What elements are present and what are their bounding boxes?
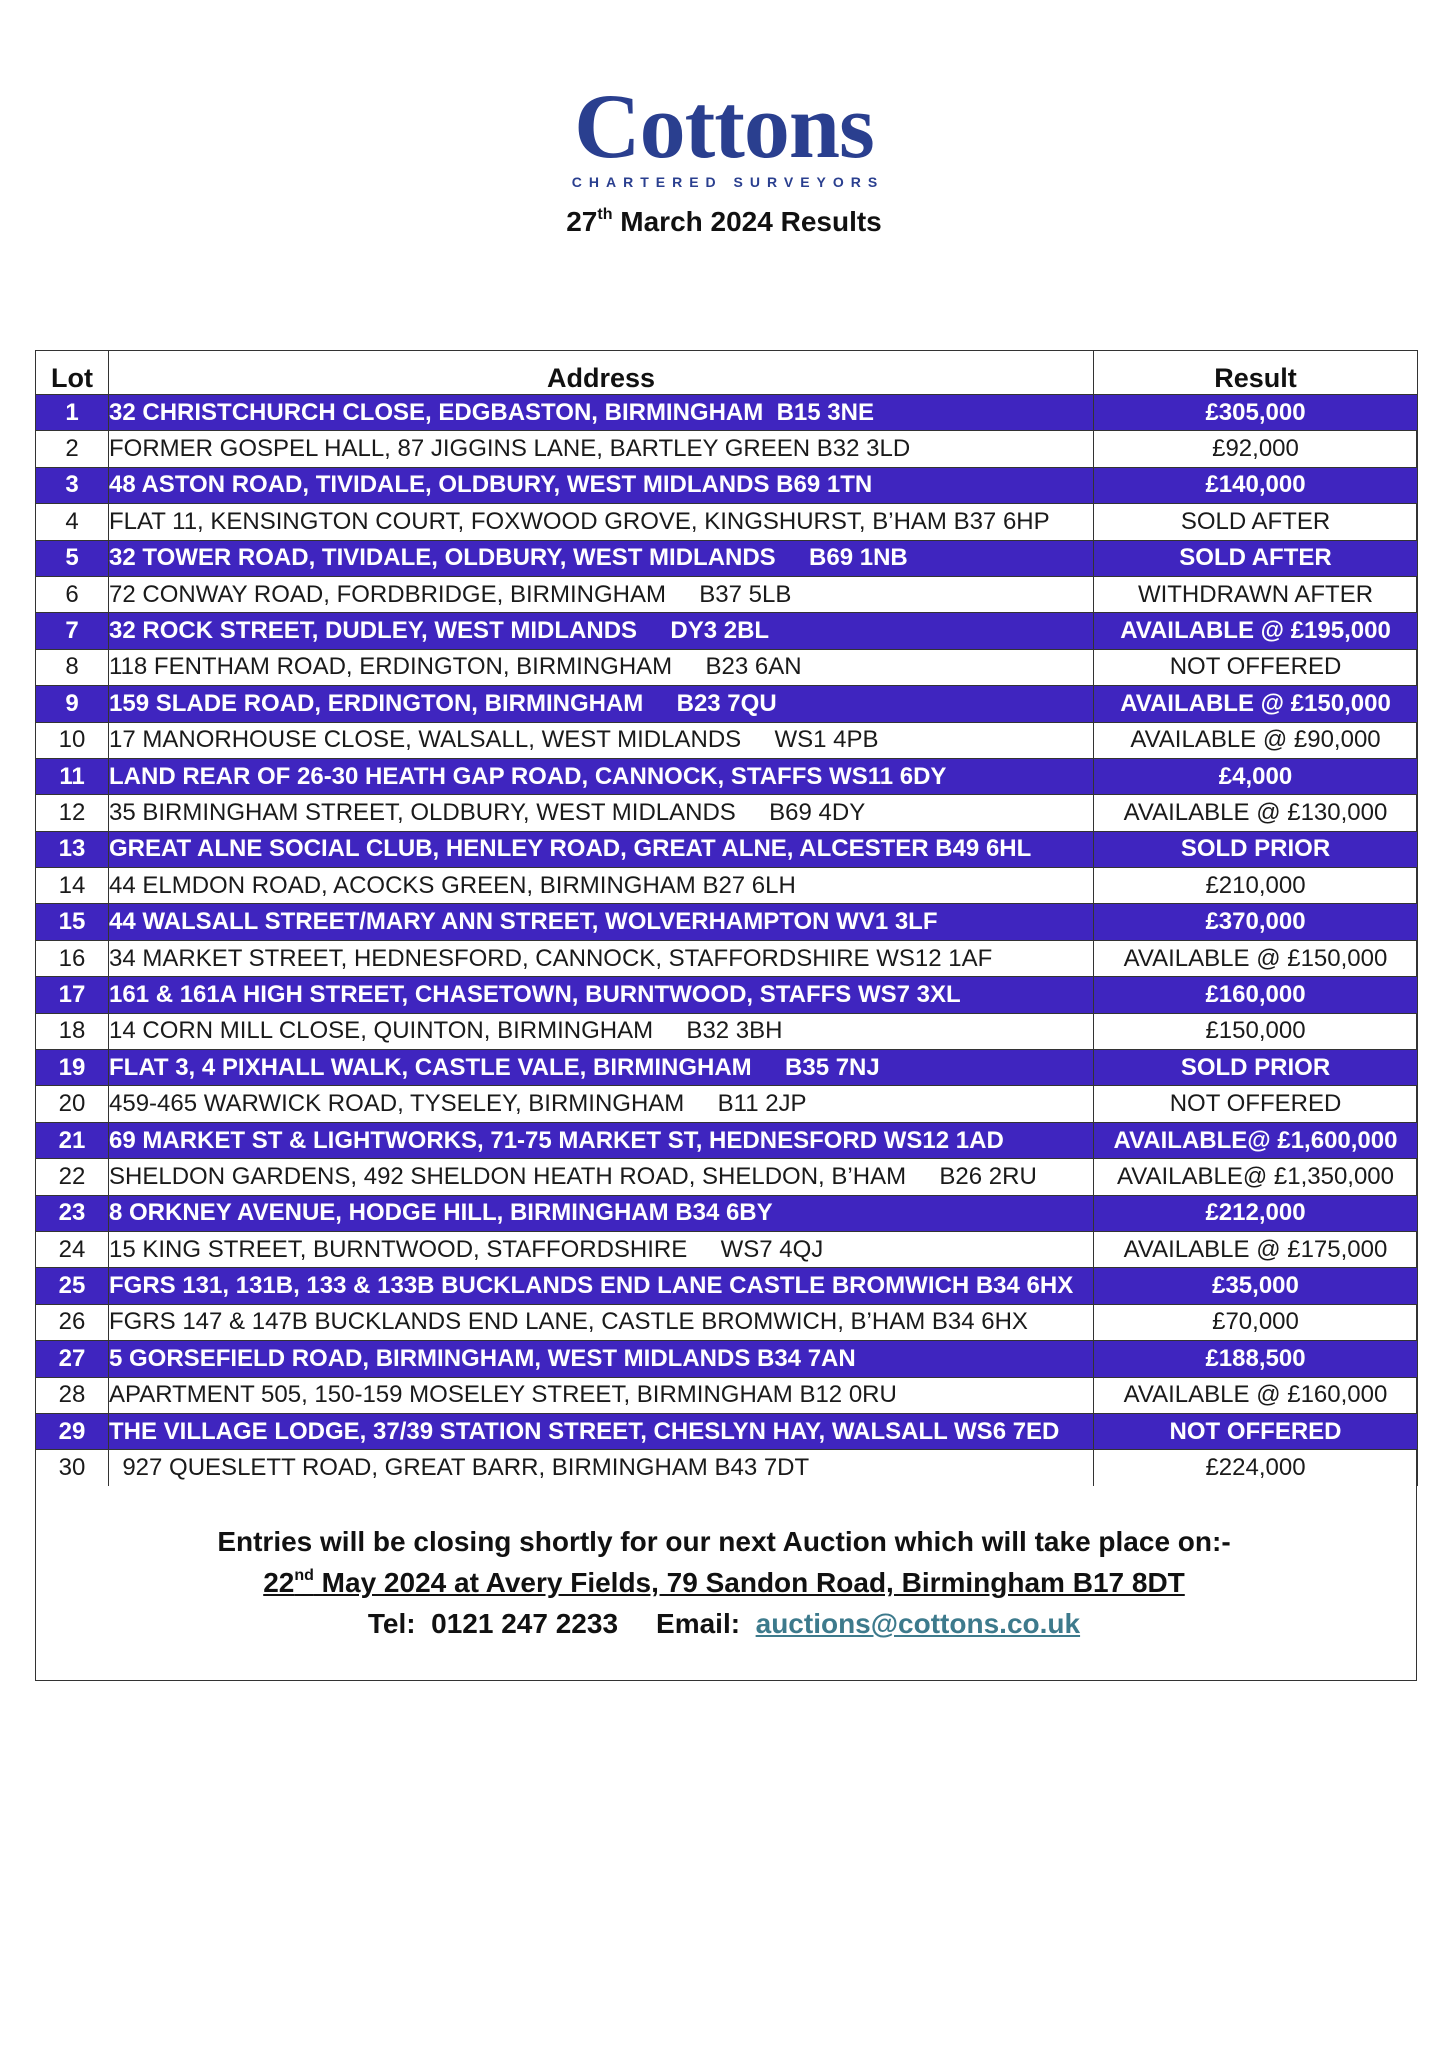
result-cell: SOLD PRIOR (1094, 831, 1418, 867)
result-cell: £4,000 (1094, 758, 1418, 794)
table-row (36, 686, 1418, 722)
title-day: 27 (566, 206, 598, 237)
address-cell: FLAT 11, KENSINGTON COURT, FOXWOOD GROVE, KINGSHURST, B’HAM B37 6HP (109, 504, 1094, 540)
lot-cell: 29 (36, 1413, 109, 1449)
lot-cell: 26 (36, 1304, 109, 1340)
next-auction-day-suffix: nd (294, 1567, 314, 1584)
result-cell: NOT OFFERED (1094, 1086, 1418, 1122)
result-cell: AVAILABLE @ £130,000 (1094, 795, 1418, 831)
result-cell: WITHDRAWN AFTER (1094, 576, 1418, 612)
table-row (36, 1013, 1418, 1049)
lot-cell: 25 (36, 1268, 109, 1304)
address-cell: 459-465 WARWICK ROAD, TYSELEY, BIRMINGHAM B11 2JP (109, 1086, 1094, 1122)
table-row (36, 1050, 1418, 1086)
address-cell: 48 ASTON ROAD, TIVIDALE, OLDBURY, WEST MIDLANDS B69 1TN (109, 467, 1094, 503)
lot-cell: 16 (36, 940, 109, 976)
result-cell: AVAILABLE @ £150,000 (1094, 940, 1418, 976)
result-cell: SOLD PRIOR (1094, 1050, 1418, 1086)
lot-cell: 22 (36, 1159, 109, 1195)
title-day-suffix: th (597, 206, 613, 223)
table-row (36, 467, 1418, 503)
address-cell: FGRS 147 & 147B BUCKLANDS END LANE, CASTLE BROMWICH, B’HAM B34 6HX (109, 1304, 1094, 1340)
telephone-text: Tel: 0121 247 2233 (367, 1608, 619, 1639)
lot-cell: 21 (36, 1122, 109, 1158)
result-cell: £70,000 (1094, 1304, 1418, 1340)
lot-cell: 15 (36, 904, 109, 940)
address-cell: 32 CHRISTCHURCH CLOSE, EDGBASTON, BIRMINGHAM B15 3NE (109, 395, 1094, 431)
table-row (36, 1450, 1418, 1486)
footer-contact-line (0, 1603, 1448, 1644)
lot-cell: 17 (36, 977, 109, 1013)
address-cell: 15 KING STREET, BURNTWOOD, STAFFORDSHIRE WS7 4QJ (109, 1231, 1094, 1267)
next-auction-day: 22 (263, 1567, 295, 1598)
result-cell: NOT OFFERED (1094, 649, 1418, 685)
result-cell: £188,500 (1094, 1341, 1418, 1377)
table-row (36, 1086, 1418, 1122)
results-table (35, 350, 1418, 1486)
address-cell: SHELDON GARDENS, 492 SHELDON HEATH ROAD, SHELDON, B’HAM B26 2RU (109, 1159, 1094, 1195)
result-cell: AVAILABLE@ £1,350,000 (1094, 1159, 1418, 1195)
table-row (36, 576, 1418, 612)
address-cell: LAND REAR OF 26-30 HEATH GAP ROAD, CANNOCK, STAFFS WS11 6DY (109, 758, 1094, 794)
address-cell: 159 SLADE ROAD, ERDINGTON, BIRMINGHAM B23 7QU (109, 686, 1094, 722)
lot-cell: 3 (36, 467, 109, 503)
address-cell: 17 MANORHOUSE CLOSE, WALSALL, WEST MIDLANDS WS1 4PB (109, 722, 1094, 758)
lot-cell: 18 (36, 1013, 109, 1049)
table-row (36, 395, 1418, 431)
lot-cell: 14 (36, 868, 109, 904)
lot-cell: 28 (36, 1377, 109, 1413)
header-lot: Lot (36, 351, 109, 395)
result-cell: AVAILABLE @ £160,000 (1094, 1377, 1418, 1413)
lot-cell: 2 (36, 431, 109, 467)
result-cell: £212,000 (1094, 1195, 1418, 1231)
address-cell: 44 ELMDON ROAD, ACOCKS GREEN, BIRMINGHAM B27 6LH (109, 868, 1094, 904)
address-cell: FGRS 131, 131B, 133 & 133B BUCKLANDS END LANE CASTLE BROMWICH B34 6HX (109, 1268, 1094, 1304)
address-cell: 927 QUESLETT ROAD, GREAT BARR, BIRMINGHAM B43 7DT (109, 1450, 1094, 1486)
lot-cell: 24 (36, 1231, 109, 1267)
result-cell: AVAILABLE@ £1,600,000 (1094, 1122, 1418, 1158)
result-cell: £370,000 (1094, 904, 1418, 940)
lot-cell: 7 (36, 613, 109, 649)
result-cell: £35,000 (1094, 1268, 1418, 1304)
email-label: Email: (656, 1608, 741, 1639)
table-row (36, 613, 1418, 649)
lot-cell: 8 (36, 649, 109, 685)
table-row (36, 1122, 1418, 1158)
result-cell: £210,000 (1094, 868, 1418, 904)
result-cell: £92,000 (1094, 431, 1418, 467)
address-cell: 8 ORKNEY AVENUE, HODGE HILL, BIRMINGHAM B34 6BY (109, 1195, 1094, 1231)
table-row (36, 1341, 1418, 1377)
page-title (0, 205, 1448, 239)
table-row (36, 1231, 1418, 1267)
table-row (36, 540, 1418, 576)
result-cell: £160,000 (1094, 977, 1418, 1013)
lot-cell: 5 (36, 540, 109, 576)
lot-cell: 6 (36, 576, 109, 612)
result-cell: £224,000 (1094, 1450, 1418, 1486)
address-cell: 161 & 161A HIGH STREET, CHASETOWN, BURNTWOOD, STAFFS WS7 3XL (109, 977, 1094, 1013)
cottons-logo (0, 75, 1448, 190)
result-cell: £140,000 (1094, 467, 1418, 503)
table-row (36, 1304, 1418, 1340)
address-cell: 44 WALSALL STREET/MARY ANN STREET, WOLVERHAMPTON WV1 3LF (109, 904, 1094, 940)
result-cell: AVAILABLE @ £195,000 (1094, 613, 1418, 649)
footer-notice (0, 1521, 1448, 1644)
next-auction-details: May 2024 at Avery Fields, 79 Sandon Road, Birmingham B17 8DT (313, 1567, 1185, 1598)
address-cell: 32 TOWER ROAD, TIVIDALE, OLDBURY, WEST MIDLANDS B69 1NB (109, 540, 1094, 576)
result-cell: AVAILABLE @ £90,000 (1094, 722, 1418, 758)
table-row (36, 722, 1418, 758)
result-cell: AVAILABLE @ £150,000 (1094, 686, 1418, 722)
table-row (36, 649, 1418, 685)
table-row (36, 1377, 1418, 1413)
address-cell: THE VILLAGE LODGE, 37/39 STATION STREET, CHESLYN HAY, WALSALL WS6 7ED (109, 1413, 1094, 1449)
lot-cell: 20 (36, 1086, 109, 1122)
address-cell: 34 MARKET STREET, HEDNESFORD, CANNOCK, STAFFORDSHIRE WS12 1AF (109, 940, 1094, 976)
email-link[interactable]: auctions@cottons.co.uk (755, 1608, 1081, 1639)
table-row (36, 1413, 1418, 1449)
result-cell: £150,000 (1094, 1013, 1418, 1049)
table-row (36, 431, 1418, 467)
lot-cell: 10 (36, 722, 109, 758)
result-cell: SOLD AFTER (1094, 504, 1418, 540)
lot-cell: 12 (36, 795, 109, 831)
address-cell: 32 ROCK STREET, DUDLEY, WEST MIDLANDS DY3 2BL (109, 613, 1094, 649)
lot-cell: 11 (36, 758, 109, 794)
address-cell: 35 BIRMINGHAM STREET, OLDBURY, WEST MIDLANDS B69 4DY (109, 795, 1094, 831)
address-cell: 69 MARKET ST & LIGHTWORKS, 71-75 MARKET ST, HEDNESFORD WS12 1AD (109, 1122, 1094, 1158)
header-result: Result (1094, 351, 1418, 395)
title-rest: March 2024 Results (612, 206, 882, 237)
lot-cell: 1 (36, 395, 109, 431)
result-cell: SOLD AFTER (1094, 540, 1418, 576)
table-row (36, 831, 1418, 867)
logo-tagline: CHARTERED SURVEYORS (571, 174, 885, 190)
address-cell: GREAT ALNE SOCIAL CLUB, HENLEY ROAD, GREAT ALNE, ALCESTER B49 6HL (109, 831, 1094, 867)
lot-cell: 23 (36, 1195, 109, 1231)
lot-cell: 13 (36, 831, 109, 867)
results-table-body (36, 395, 1418, 1486)
result-cell: £305,000 (1094, 395, 1418, 431)
address-cell: 118 FENTHAM ROAD, ERDINGTON, BIRMINGHAM B23 6AN (109, 649, 1094, 685)
address-cell: APARTMENT 505, 150-159 MOSELEY STREET, BIRMINGHAM B12 0RU (109, 1377, 1094, 1413)
table-row (36, 940, 1418, 976)
result-cell: AVAILABLE @ £175,000 (1094, 1231, 1418, 1267)
address-cell: FORMER GOSPEL HALL, 87 JIGGINS LANE, BARTLEY GREEN B32 3LD (109, 431, 1094, 467)
table-row (36, 904, 1418, 940)
table-row (36, 1159, 1418, 1195)
table-header-row (36, 351, 1418, 395)
lot-cell: 9 (36, 686, 109, 722)
footer-entries-line: Entries will be closing shortly for our next Auction which will take place on:- (217, 1526, 1231, 1557)
logo-wordmark: Cottons (574, 75, 874, 177)
lot-cell: 4 (36, 504, 109, 540)
lot-cell: 19 (36, 1050, 109, 1086)
address-cell: FLAT 3, 4 PIXHALL WALK, CASTLE VALE, BIRMINGHAM B35 7NJ (109, 1050, 1094, 1086)
header-address: Address (109, 351, 1094, 395)
table-row (36, 1195, 1418, 1231)
lot-cell: 27 (36, 1341, 109, 1377)
table-row (36, 977, 1418, 1013)
table-row (36, 795, 1418, 831)
address-cell: 72 CONWAY ROAD, FORDBRIDGE, BIRMINGHAM B37 5LB (109, 576, 1094, 612)
table-row (36, 1268, 1418, 1304)
result-cell: NOT OFFERED (1094, 1413, 1418, 1449)
address-cell: 5 GORSEFIELD ROAD, BIRMINGHAM, WEST MIDLANDS B34 7AN (109, 1341, 1094, 1377)
table-row (36, 504, 1418, 540)
table-row (36, 868, 1418, 904)
footer-next-auction-line (0, 1562, 1448, 1603)
lot-cell: 30 (36, 1450, 109, 1486)
table-row (36, 758, 1418, 794)
address-cell: 14 CORN MILL CLOSE, QUINTON, BIRMINGHAM B32 3BH (109, 1013, 1094, 1049)
